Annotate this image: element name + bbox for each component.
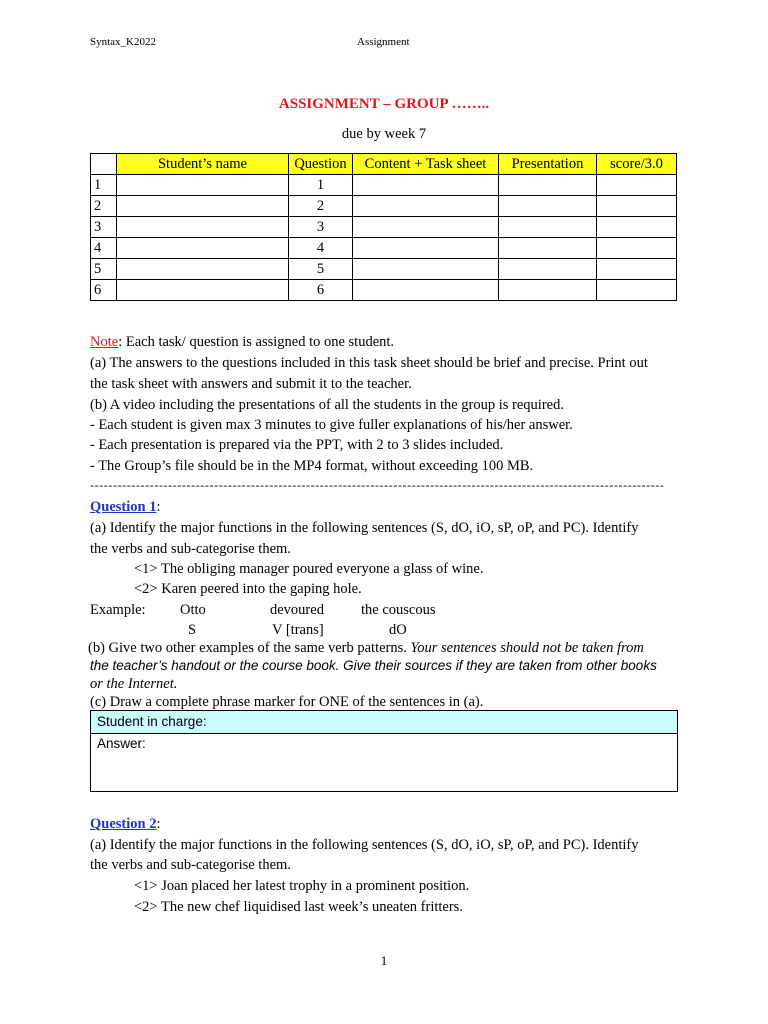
table-cell	[499, 217, 597, 238]
q1-b-italic: Your sentences should not be taken from	[410, 640, 644, 656]
question-2-heading	[90, 816, 161, 833]
question-1-label: Question 1	[90, 499, 157, 515]
note-line: - Each student is given max 3 minutes to give fuller explanations of his/her answer.	[90, 417, 573, 433]
note-label: Note	[90, 334, 119, 350]
table-row	[91, 217, 677, 238]
table-cell	[353, 238, 499, 259]
table-row	[91, 196, 677, 217]
student-in-charge-field[interactable]: Student in charge:	[91, 711, 677, 734]
example-tag: S	[188, 622, 197, 638]
table-cell	[353, 217, 499, 238]
table-cell	[597, 280, 677, 301]
answer-box	[90, 710, 678, 792]
q1-b-text: (b) Give two other examples of the same verb patterns.	[88, 640, 411, 656]
answer-field[interactable]: Answer:	[97, 736, 146, 751]
table-cell	[117, 259, 289, 280]
table-cell	[499, 238, 597, 259]
assignment-table	[90, 153, 677, 301]
table-header-cell	[91, 154, 117, 175]
table-row	[91, 259, 677, 280]
question-2-label: Question 2	[90, 816, 157, 832]
running-header-left: Syntax_K2022	[90, 36, 156, 48]
q1-a-line1: (a) Identify the major functions in the following sentences (S, dO, iO, sP, oP, and PC). Identify	[90, 520, 639, 536]
table-cell	[353, 175, 499, 196]
example-word: the couscous	[361, 602, 436, 618]
dashed-divider: -----------------------------------------------------------------------------------------------------------------------------	[90, 478, 665, 492]
example-tag: V [trans]	[272, 622, 324, 638]
table-header-row	[91, 154, 677, 175]
table-cell	[597, 175, 677, 196]
q2-a-line2: the verbs and sub-categorise them.	[90, 857, 291, 873]
table-cell: 5	[289, 259, 353, 280]
q1-c-line: (c) Draw a complete phrase marker for ONE of the sentences in (a).	[90, 694, 484, 710]
table-cell	[597, 196, 677, 217]
table-cell	[597, 259, 677, 280]
example-label: Example:	[90, 602, 146, 618]
table-cell: 1	[289, 175, 353, 196]
note-line: the task sheet with answers and submit it to the teacher.	[90, 376, 412, 392]
note-line: (b) A video including the presentations of all the students in the group is required.	[90, 397, 564, 413]
note-line: (a) The answers to the questions included in this task sheet should be brief and precise. Print out	[90, 355, 648, 371]
table-cell	[353, 280, 499, 301]
table-cell: 1	[91, 175, 117, 196]
q2-sentence-2: <2> The new chef liquidised last week’s uneaten fritters.	[134, 899, 463, 915]
page-number: 1	[380, 953, 388, 968]
note-line: - Each presentation is prepared via the PPT, with 2 to 3 slides included.	[90, 437, 504, 453]
question-2-colon: :	[156, 816, 161, 832]
table-header-cell: Question	[289, 154, 353, 175]
q2-sentence-1: <1> Joan placed her latest trophy in a prominent position.	[134, 878, 470, 894]
q2-a-line1: (a) Identify the major functions in the following sentences (S, dO, iO, sP, oP, and PC). Identify	[90, 837, 639, 853]
table-cell	[499, 196, 597, 217]
table-cell: 2	[91, 196, 117, 217]
note-intro	[90, 334, 394, 351]
table-cell	[499, 280, 597, 301]
question-1-colon: :	[156, 499, 161, 515]
running-header-center: Assignment	[357, 36, 410, 48]
table-cell	[117, 280, 289, 301]
q1-b-line2: the teacher’s handout or the course book. Give their sources if they are taken from other books	[90, 658, 657, 673]
q1-b-line1	[88, 640, 644, 657]
note-line: - The Group’s file should be in the MP4 format, without exceeding 100 MB.	[90, 458, 534, 474]
table-cell: 6	[91, 280, 117, 301]
table-header-cell: Presentation	[499, 154, 597, 175]
table-cell	[117, 238, 289, 259]
table-cell	[597, 238, 677, 259]
table-cell	[117, 196, 289, 217]
q1-a-line2: the verbs and sub-categorise them.	[90, 541, 291, 557]
table-header-cell: score/3.0	[597, 154, 677, 175]
table-row	[91, 280, 677, 301]
table-header-cell: Student’s name	[117, 154, 289, 175]
table-cell	[597, 217, 677, 238]
example-tag: dO	[389, 622, 407, 638]
due-date: due by week 7	[341, 126, 427, 142]
table-cell	[499, 175, 597, 196]
page-title: ASSIGNMENT – GROUP ……..	[278, 96, 490, 112]
table-row	[91, 175, 677, 196]
question-1-heading	[90, 499, 161, 516]
table-cell: 2	[289, 196, 353, 217]
table-cell: 3	[289, 217, 353, 238]
table-cell	[353, 196, 499, 217]
q1-sentence-2: <2> Karen peered into the gaping hole.	[134, 581, 362, 597]
example-word: Otto	[180, 602, 206, 618]
q1-sentence-1: <1> The obliging manager poured everyone a glass of wine.	[134, 561, 484, 577]
note-intro-text: : Each task/ question is assigned to one student.	[118, 334, 395, 350]
table-cell: 3	[91, 217, 117, 238]
example-word: devoured	[270, 602, 324, 618]
table-cell	[117, 217, 289, 238]
table-cell: 5	[91, 259, 117, 280]
table-cell	[117, 175, 289, 196]
table-cell: 4	[289, 238, 353, 259]
table-cell: 6	[289, 280, 353, 301]
table-cell	[353, 259, 499, 280]
q1-b-line3: or the Internet.	[90, 676, 178, 692]
table-cell	[499, 259, 597, 280]
table-row	[91, 238, 677, 259]
table-cell: 4	[91, 238, 117, 259]
table-header-cell: Content + Task sheet	[353, 154, 499, 175]
